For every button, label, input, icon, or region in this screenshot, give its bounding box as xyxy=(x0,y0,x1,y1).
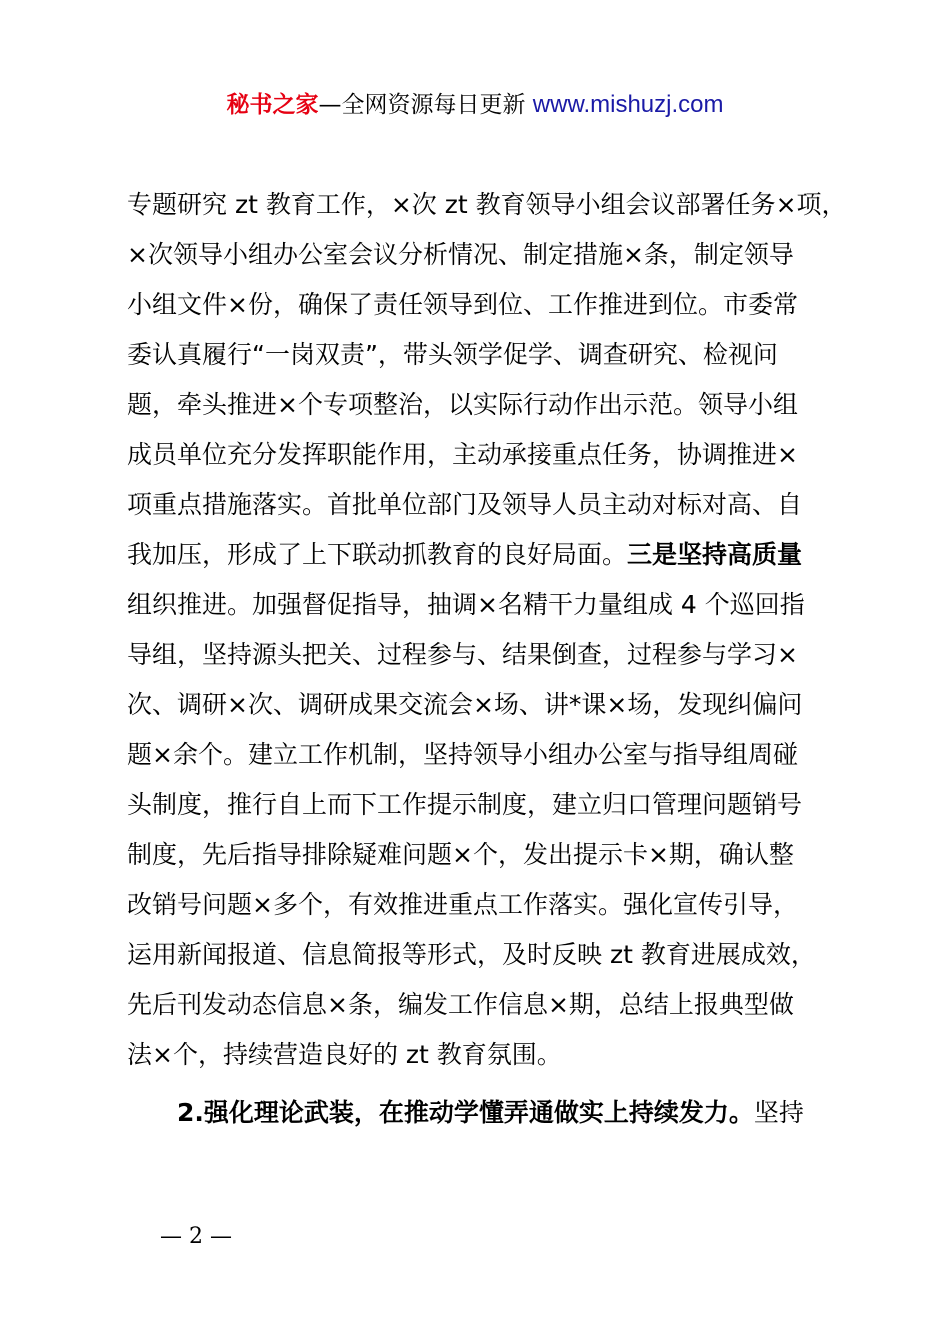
paragraph-line: 导组，坚持源头把关、过程参与、结果倒查，过程参与学习× xyxy=(127,640,798,669)
paragraph-line: ×次领导小组办公室会议分析情况、制定措施×条，制定领导 xyxy=(127,240,794,269)
paragraph-line: 制度，先后指导排除疑难问题×个，发出提示卡×期，确认整 xyxy=(127,840,794,869)
site-name: 秘书之家 xyxy=(226,92,319,118)
site-tagline: —全网资源每日更新 xyxy=(318,92,533,118)
site-url-link[interactable]: www.mishuzj.com xyxy=(532,91,724,118)
section-heading-continuation: 坚持 xyxy=(753,1098,804,1127)
paragraph-line: 题×余个。建立工作机制，坚持领导小组办公室与指导组周碰 xyxy=(127,740,798,769)
paragraph-line: 专题研究 zt 教育工作，×次 zt 教育领导小组会议部署任务×项， xyxy=(127,190,847,219)
site-header xyxy=(0,88,950,122)
paragraph-line: 法×个，持续营造良好的 zt 教育氛围。 xyxy=(127,1040,562,1069)
paragraph-line: 项重点措施落实。首批单位部门及领导人员主动对标对高、自 xyxy=(127,490,803,519)
paragraph-line: 先后刊发动态信息×条，编发工作信息×期，总结上报典型做 xyxy=(127,990,794,1019)
paragraph-line: 组织推进。加强督促指导，抽调×名精干力量组成 4 个巡回指 xyxy=(127,590,805,619)
section-heading-title: 2.强化理论武装，在推动学懂弄通做实上持续发力。 xyxy=(177,1098,754,1127)
paragraph-line: 运用新闻报道、信息简报等形式，及时反映 zt 教育进展成效， xyxy=(127,940,816,969)
paragraph-line: 次、调研×次、调研成果交流会×场、讲*课×场，发现纠偏问 xyxy=(127,690,803,719)
paragraph-line-text: 我加压，形成了上下联动抓教育的良好局面。 xyxy=(127,540,628,569)
paragraph-line: 头制度，推行自上而下工作提示制度，建立归口管理问题销号 xyxy=(127,790,803,819)
paragraph-line: 委认真履行“一岗双责”，带头领学促学、调查研究、检视问 xyxy=(127,340,778,369)
paragraph-bold-lead: 三是坚持高质量 xyxy=(627,540,803,569)
paragraph-line: 小组文件×份，确保了责任领导到位、工作推进到位。市委常 xyxy=(127,290,798,319)
page-number: — 2 — xyxy=(160,1224,232,1249)
paragraph-line: 成员单位充分发挥职能作用，主动承接重点任务，协调推进× xyxy=(127,440,798,469)
section-heading xyxy=(177,1088,804,1138)
body-paragraph xyxy=(127,180,847,1080)
paragraph-line xyxy=(127,530,847,580)
paragraph-line: 改销号问题×多个，有效推进重点工作落实。强化宣传引导， xyxy=(127,890,798,919)
paragraph-line: 题，牵头推进×个专项整治，以实际行动作出示范。领导小组 xyxy=(127,390,798,419)
